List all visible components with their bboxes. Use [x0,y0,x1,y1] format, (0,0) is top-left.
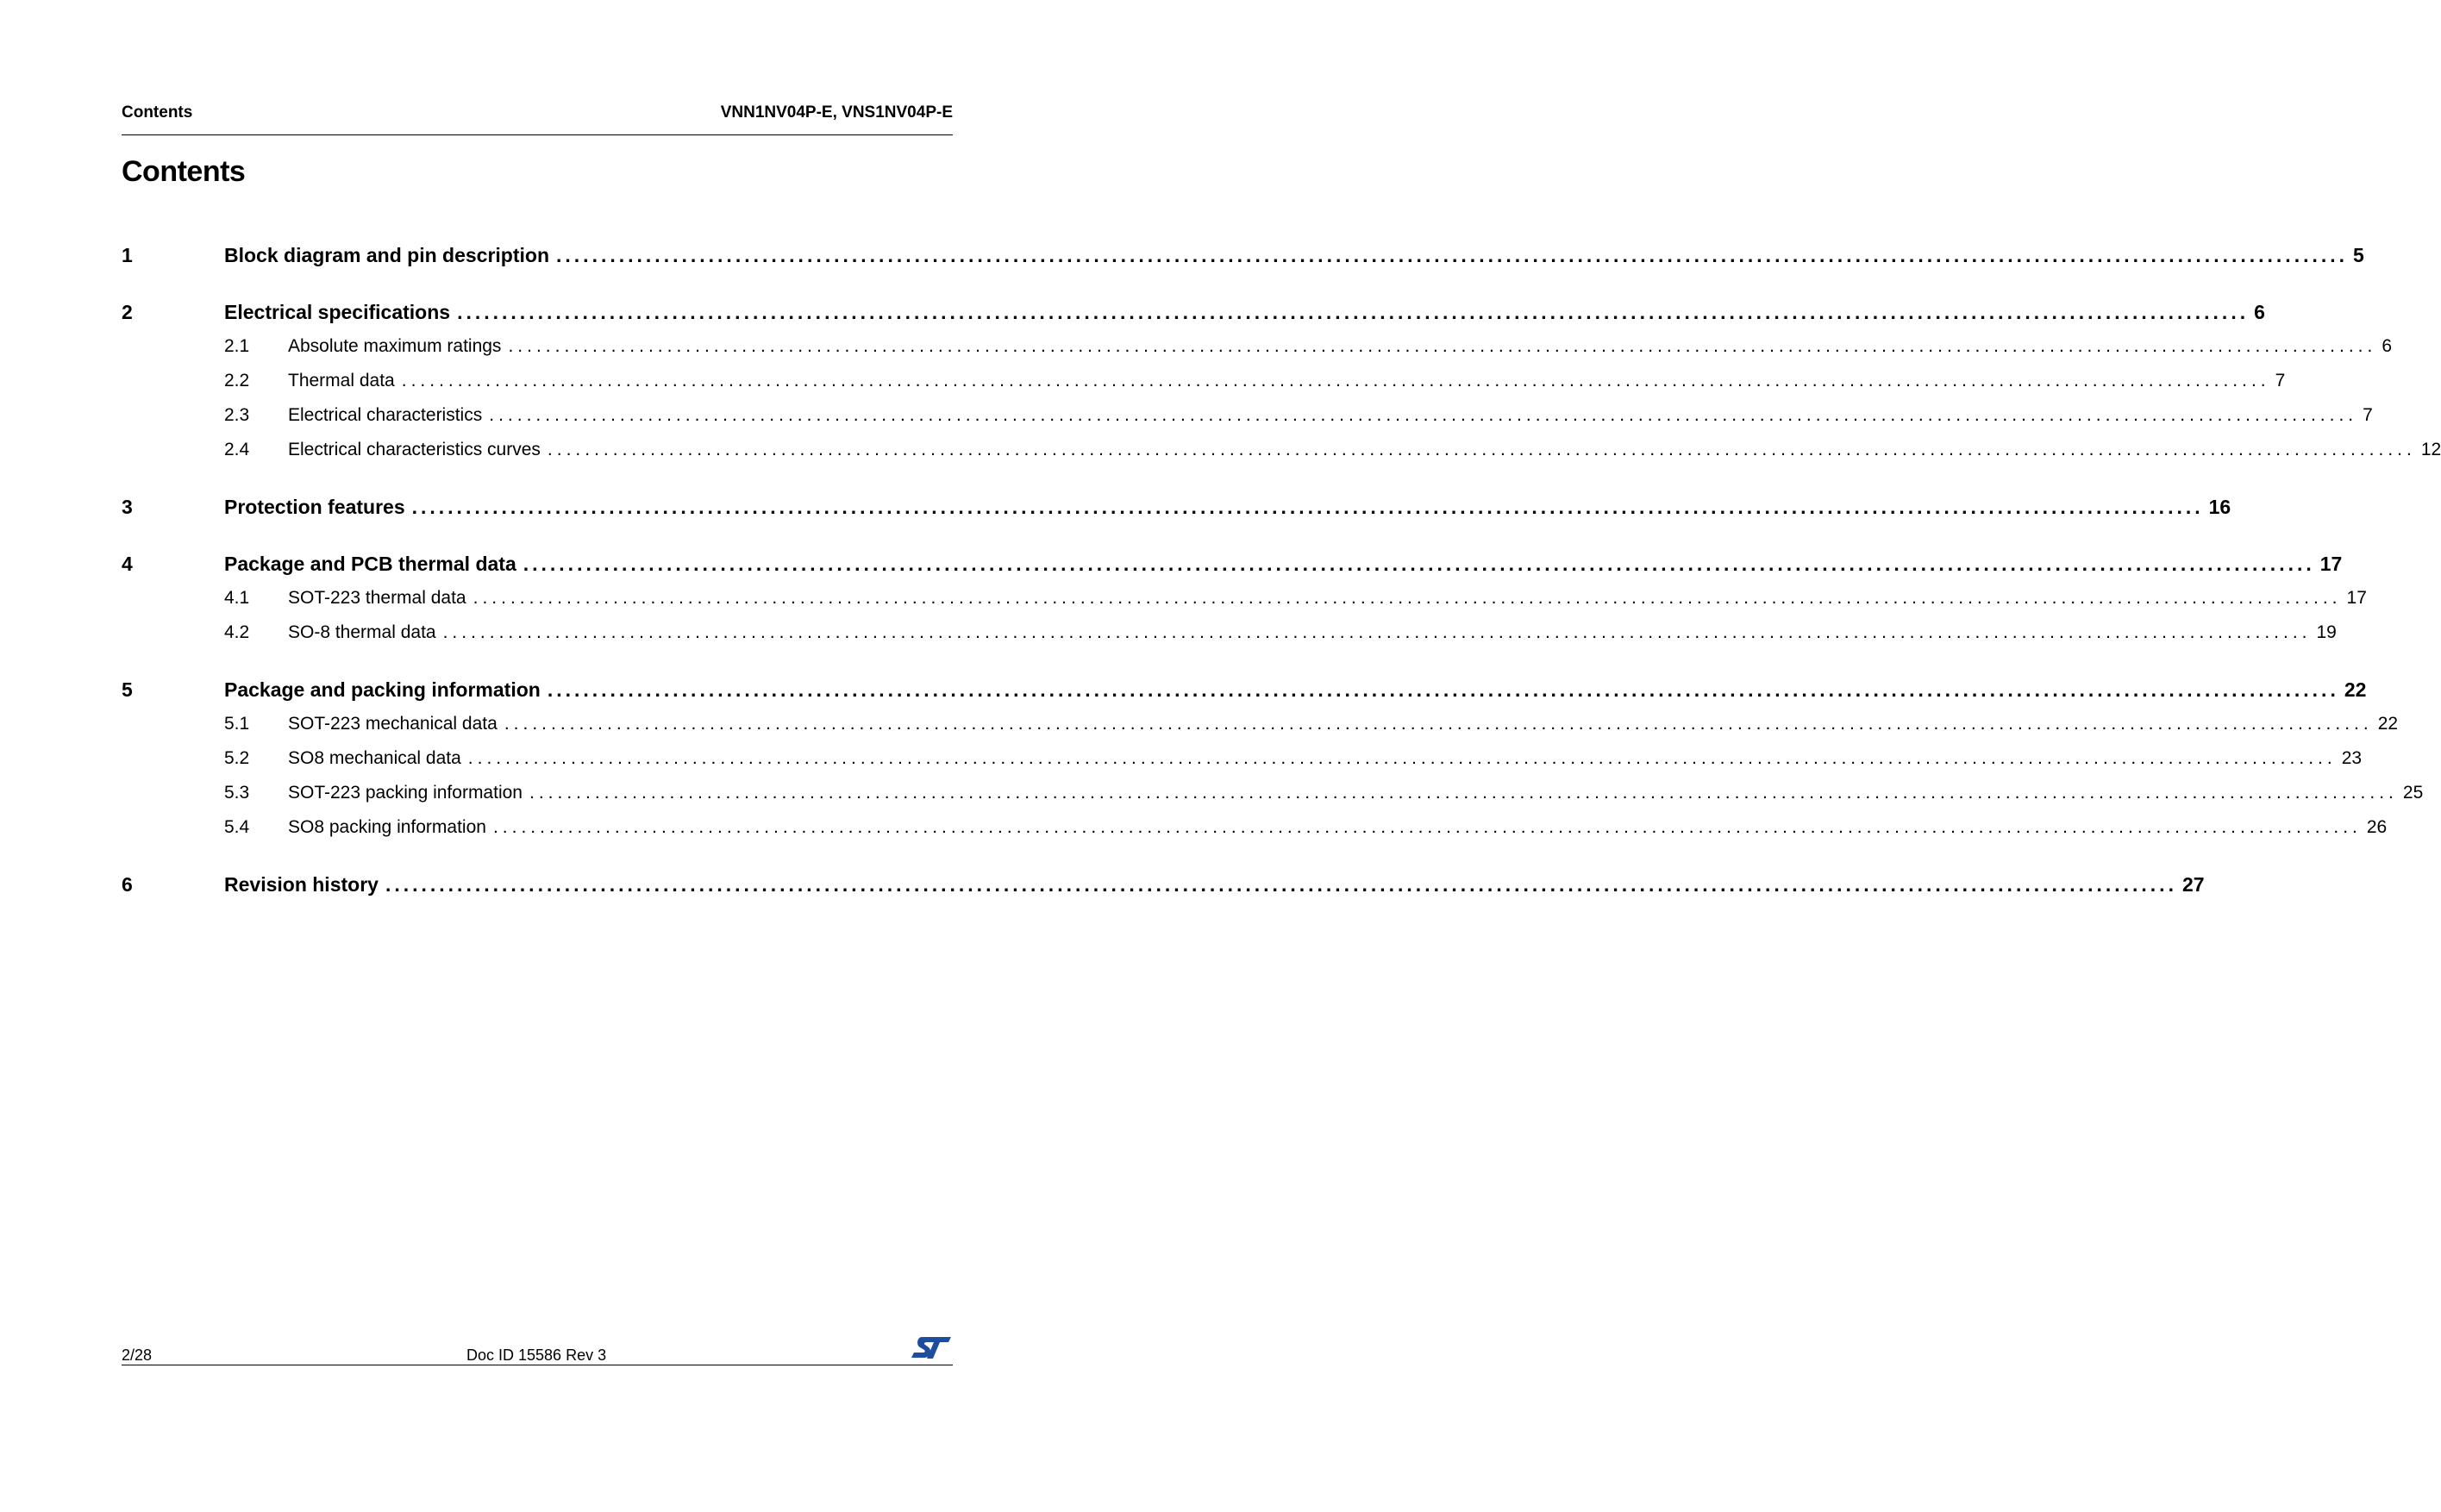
toc-entry-number: 6 [122,873,133,896]
toc-entry-number: 2.3 [224,405,250,425]
toc-dot-leader: ........................................................................................................................................................................................................ [556,244,2349,266]
toc-section-entry[interactable] [122,490,2231,524]
toc-entry-title[interactable]: Revision history [224,873,379,896]
toc-entry-number: 5 [122,678,133,701]
toc-entry-title[interactable]: Protection features [224,496,405,518]
toc-section-entry[interactable] [122,295,2265,329]
toc-subsection-entry[interactable] [122,810,2388,845]
toc-entry-title[interactable]: Package and packing information [224,678,541,701]
toc-section-entry[interactable] [122,547,2343,581]
toc-entry-page[interactable]: 22 [2344,678,2367,701]
toc-subsection-entry[interactable] [122,329,2393,364]
toc-entry-title[interactable]: SO-8 thermal data [288,622,436,642]
page-header [122,103,953,135]
toc-entry-number: 5.4 [224,817,250,837]
toc-subsection-entry[interactable] [122,776,2424,810]
toc-subsection-entry[interactable] [122,364,2286,398]
toc-subsection-entry[interactable] [122,741,2363,776]
toc-entry-number: 4 [122,553,133,575]
toc-entry-page[interactable]: 16 [2208,496,2231,518]
toc-dot-leader: ........................................................................................................................................................................................................ [411,496,2204,518]
toc-dot-leader: ........................................................................................................................................................................................................ [401,371,2270,390]
toc-entry-number: 4.1 [224,588,250,608]
toc-dot-leader: ........................................................................................................................................................................................................ [457,301,2250,323]
toc-subsection-entry[interactable] [122,433,2441,467]
toc-section-entry[interactable] [122,672,2367,707]
toc-entry-title[interactable]: Thermal data [288,371,395,390]
toc-dot-leader: ........................................................................................................................................................................................................ [547,678,2339,701]
toc-entry-number: 2.1 [224,336,250,356]
toc-entry-page[interactable]: 25 [2402,783,2424,803]
toc-entry-page[interactable]: 5 [2353,244,2364,266]
toc-entry-number: 5.3 [224,783,250,803]
page-title: Contents [122,155,246,188]
toc-entry-page[interactable]: 19 [2316,622,2337,642]
toc-entry-number: 2.2 [224,371,250,390]
toc-section-entry[interactable] [122,867,2205,902]
toc-entry-page[interactable]: 17 [2319,553,2343,575]
toc-dot-leader: ........................................................................................................................................................................................................ [442,622,2312,642]
toc-dot-leader: ........................................................................................................................................................................................................ [385,873,2177,896]
toc-entry-number: 1 [122,244,133,266]
footer-page-indicator: 2/28 [122,1346,153,1364]
toc-entry-page[interactable]: 22 [2377,714,2399,734]
toc-dot-leader: ........................................................................................................................................................................................................ [473,588,2342,608]
toc-entry-title[interactable]: Block diagram and pin description [224,244,550,266]
toc-entry-title[interactable]: SOT-223 packing information [288,783,523,803]
toc-entry-page[interactable]: 7 [2275,371,2286,390]
toc-entry-title[interactable]: Package and PCB thermal data [224,553,516,575]
toc-dot-leader: ........................................................................................................................................................................................................ [467,748,2337,768]
toc-entry-page[interactable]: 27 [2181,873,2205,896]
toc-section-entry[interactable] [122,238,2364,272]
toc-dot-leader: ........................................................................................................................................................................................................ [547,440,2416,459]
toc-subsection-entry[interactable] [122,398,2373,433]
toc-entry-title[interactable]: SO8 packing information [288,817,486,837]
toc-dot-leader: ........................................................................................................................................................................................................ [529,783,2398,803]
table-of-contents [122,238,2441,902]
toc-dot-leader: ........................................................................................................................................................................................................ [508,336,2377,356]
header-section-label: Contents [122,103,193,122]
toc-subsection-entry[interactable] [122,581,2367,615]
toc-subsection-entry[interactable] [122,707,2399,741]
toc-entry-title[interactable]: Absolute maximum ratings [288,336,502,356]
toc-entry-number: 5.2 [224,748,250,768]
toc-entry-title[interactable]: Electrical characteristics [288,405,483,425]
toc-dot-leader: ........................................................................................................................................................................................................ [492,817,2362,837]
toc-entry-title[interactable]: SO8 mechanical data [288,748,461,768]
footer-doc-id: Doc ID 15586 Rev 3 [466,1346,607,1364]
header-part-numbers: VNN1NV04P-E, VNS1NV04P-E [720,103,953,122]
toc-entry-page[interactable]: 17 [2346,588,2367,608]
toc-entry-page[interactable]: 6 [2254,301,2265,323]
toc-dot-leader: ........................................................................................................................................................................................................ [504,714,2373,734]
toc-entry-page[interactable]: 23 [2341,748,2363,768]
toc-subsection-entry[interactable] [122,615,2337,650]
toc-dot-leader: ........................................................................................................................................................................................................ [523,553,2315,575]
toc-dot-leader: ........................................................................................................................................................................................................ [489,405,2358,425]
toc-entry-page[interactable]: 26 [2366,817,2388,837]
toc-entry-title[interactable]: Electrical specifications [224,301,451,323]
toc-entry-title[interactable]: Electrical characteristics curves [288,440,541,459]
toc-entry-number: 3 [122,496,133,518]
toc-entry-number: 2 [122,301,133,323]
toc-entry-page[interactable]: 6 [2382,336,2393,356]
st-logo-icon [910,1334,953,1360]
toc-entry-number: 5.1 [224,714,250,734]
toc-entry-page[interactable]: 7 [2363,405,2373,425]
toc-entry-number: 2.4 [224,440,250,459]
toc-entry-title[interactable]: SOT-223 mechanical data [288,714,498,734]
page-footer [122,1334,953,1365]
toc-entry-number: 4.2 [224,622,250,642]
toc-entry-page[interactable]: 12 [2420,440,2441,459]
toc-entry-title[interactable]: SOT-223 thermal data [288,588,466,608]
